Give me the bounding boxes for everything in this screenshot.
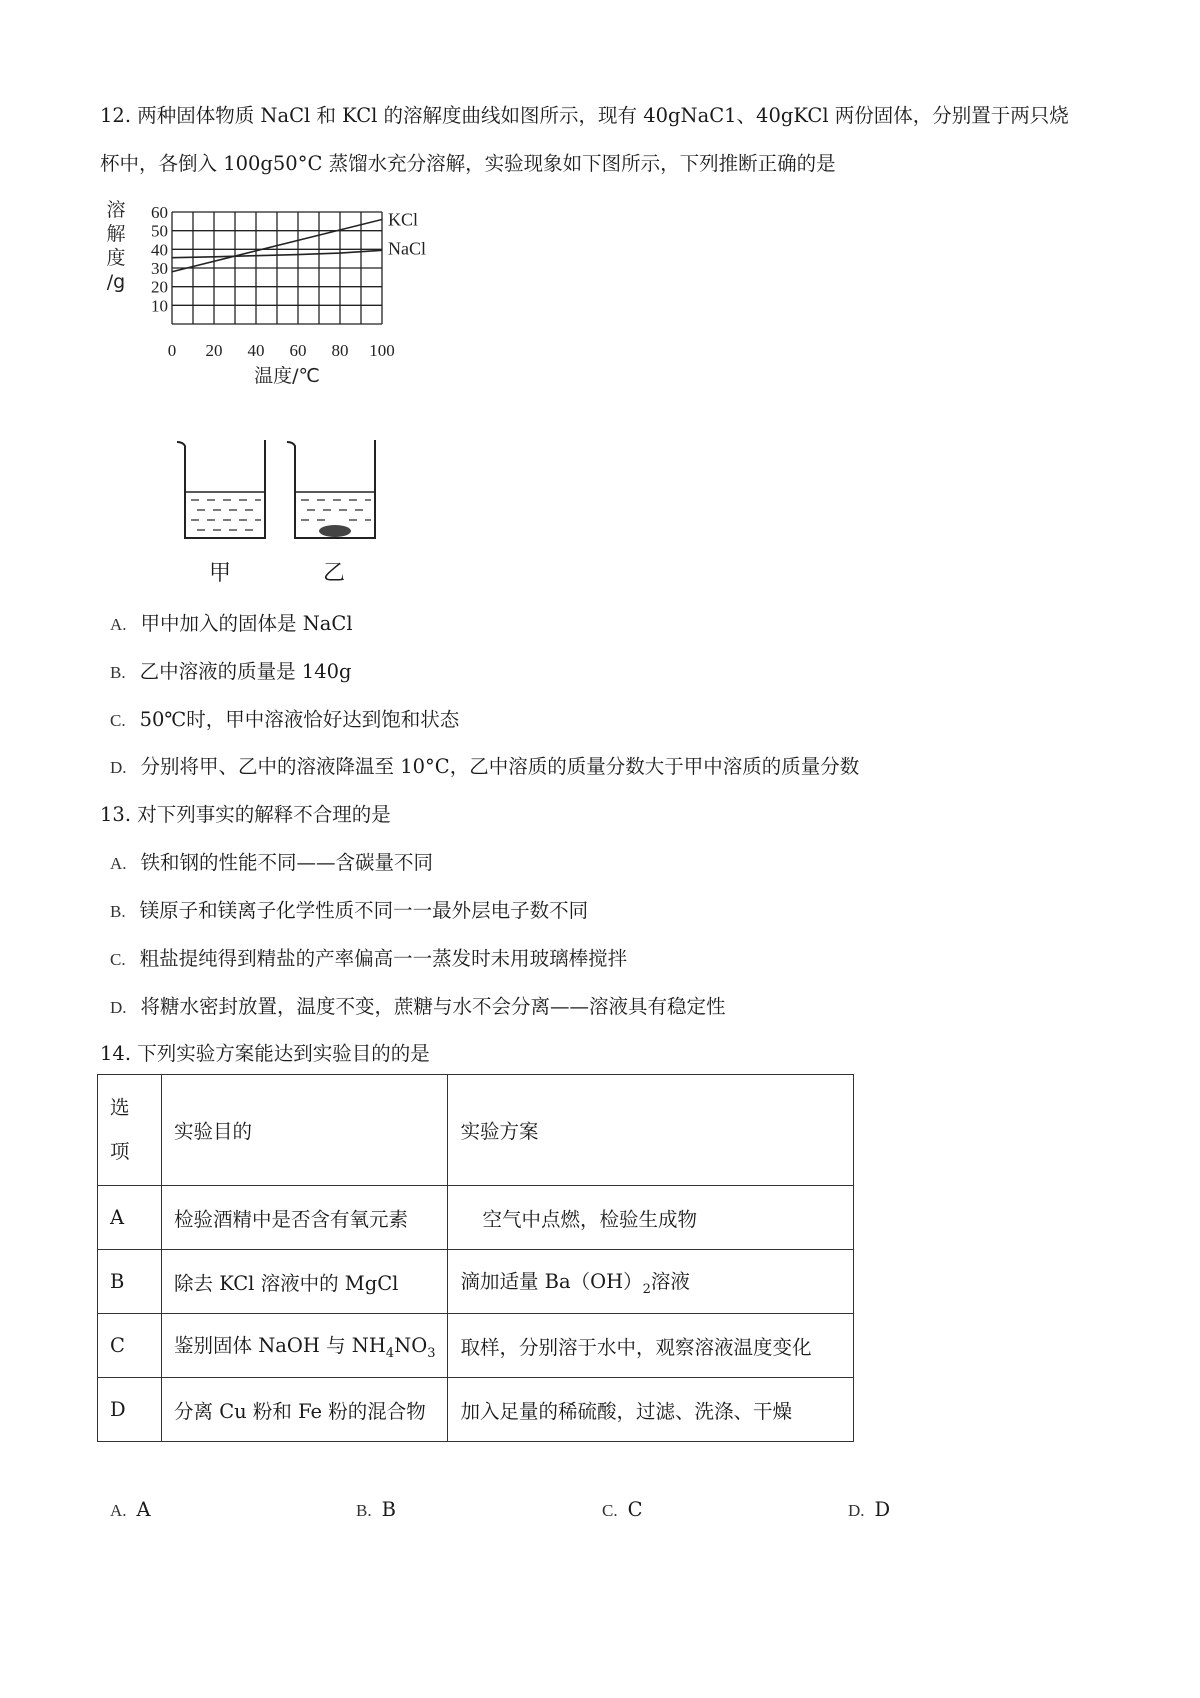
- q14-stem: 14. 下列实验方案能达到实验目的的是: [100, 1042, 430, 1065]
- plan-text: 滴加适量 Ba（OH）: [460, 1270, 643, 1294]
- subscript: 2: [642, 1281, 651, 1297]
- answer-text: C: [627, 1498, 643, 1521]
- q12-stem-line2: 杯中，各倒入 100g50°C 蒸馏水充分溶解，实验现象如下图所示，下列推断正确的是: [100, 152, 836, 175]
- answer-b: [356, 1498, 396, 1521]
- header-plan: 实验方案: [448, 1075, 854, 1186]
- row-option: B: [98, 1250, 162, 1314]
- header-option-cell: [98, 1075, 162, 1186]
- table-row: [98, 1186, 854, 1250]
- row-option: D: [98, 1378, 162, 1442]
- option-letter: D.: [110, 758, 127, 777]
- q13-option-d: [110, 993, 726, 1022]
- subscript: 4: [385, 1345, 395, 1361]
- row-option: C: [98, 1314, 162, 1378]
- solubility-chart-svg: [106, 198, 466, 408]
- y-axis-label-char: 度: [106, 247, 126, 269]
- beaker-label-jia: 甲: [209, 561, 232, 586]
- answer-text: D: [874, 1498, 891, 1521]
- option-letter: A.: [110, 854, 127, 873]
- y-tick-label: 10: [151, 296, 168, 316]
- option-text: 粗盐提纯得到精盐的产率偏高一一蒸发时未用玻璃棒搅拌: [139, 947, 628, 970]
- x-tick-label: 20: [205, 341, 223, 360]
- series-label-kcl: KCl: [388, 209, 419, 230]
- answer-a: [110, 1498, 151, 1521]
- header-option-bottom: 项: [110, 1140, 130, 1163]
- row-plan: 空气中点燃，检验生成物: [448, 1186, 854, 1250]
- beaker-figure: [175, 434, 415, 594]
- header-purpose: 实验目的: [162, 1075, 448, 1186]
- row-plan: [448, 1250, 854, 1314]
- option-text: 镁原子和镁离子化学性质不同一一最外层电子数不同: [139, 899, 589, 922]
- table-row: [98, 1314, 854, 1378]
- y-axis-label-char: 解: [106, 223, 126, 245]
- q13-stem: 13. 对下列事实的解释不合理的是: [100, 803, 391, 826]
- option-letter: C.: [110, 711, 126, 730]
- q12-option-c: [110, 706, 459, 735]
- option-text: 铁和钢的性能不同——含碳量不同: [140, 851, 434, 874]
- answer-letter: A.: [110, 1501, 127, 1520]
- undissolved-solid: [319, 525, 351, 537]
- y-tick-label: 20: [151, 277, 168, 297]
- row-purpose: [162, 1314, 448, 1378]
- beaker-label-yi: 乙: [323, 561, 346, 586]
- x-tick-label: 60: [289, 341, 307, 360]
- table-header-row: [98, 1075, 854, 1186]
- option-letter: D.: [110, 998, 127, 1017]
- y-tick-label: 50: [151, 221, 168, 241]
- row-purpose: 分离 Cu 粉和 Fe 粉的混合物: [162, 1378, 448, 1442]
- option-letter: C.: [110, 950, 126, 969]
- y-axis-label-char: /g: [106, 271, 126, 293]
- row-purpose: 除去 KCl 溶液中的 MgCl: [162, 1250, 448, 1314]
- q13-option-a: [110, 849, 433, 878]
- option-letter: A.: [110, 615, 127, 634]
- beakers-svg: [175, 434, 415, 554]
- option-text: 50℃时，甲中溶液恰好达到饱和状态: [139, 708, 460, 731]
- x-axis-label: 温度/℃: [254, 365, 320, 387]
- row-plan: 取样，分别溶于水中，观察溶液温度变化: [448, 1314, 854, 1378]
- beaker-jia: [177, 440, 265, 538]
- y-tick-label: 60: [151, 203, 168, 222]
- answer-letter: C.: [602, 1501, 618, 1520]
- option-text: 乙中溶液的质量是 140g: [139, 660, 352, 683]
- q12-option-a: [110, 610, 353, 639]
- option-letter: B.: [110, 902, 126, 921]
- row-purpose: 检验酒精中是否含有氧元素: [162, 1186, 448, 1250]
- answer-d: [848, 1498, 890, 1521]
- y-tick-label: 30: [151, 259, 168, 278]
- beaker-yi: [287, 440, 375, 538]
- q13-option-c: [110, 945, 627, 974]
- x-tick-label: 100: [369, 341, 395, 360]
- option-letter: B.: [110, 663, 126, 682]
- x-tick-label: 40: [247, 341, 265, 360]
- purpose-text: NO: [394, 1334, 428, 1358]
- answer-c: [602, 1498, 643, 1521]
- row-option: A: [98, 1186, 162, 1250]
- option-text: 甲中加入的固体是 NaCl: [140, 612, 353, 635]
- q13-option-b: [110, 897, 588, 926]
- table-row: [98, 1378, 854, 1442]
- answer-text: A: [136, 1498, 151, 1521]
- answer-letter: B.: [356, 1501, 372, 1520]
- subscript: 3: [427, 1345, 436, 1361]
- answer-letter: D.: [848, 1501, 865, 1520]
- q12-stem-line1: 12. 两种固体物质 NaCl 和 KCl 的溶解度曲线如图所示，现有 40gNaC1、40gKCl 两份固体，分别置于两只烧: [100, 104, 1069, 127]
- header-option-top: 选: [110, 1096, 130, 1119]
- answer-text: B: [381, 1498, 396, 1521]
- option-text: 将糖水密封放置，温度不变，蔗糖与水不会分离——溶液具有稳定性: [140, 995, 726, 1018]
- x-tick-label: 0: [167, 341, 177, 360]
- y-tick-label: 40: [151, 240, 168, 260]
- series-label-nacl: NaCl: [388, 238, 426, 259]
- q12-option-d: [110, 753, 859, 782]
- q12-option-b: [110, 658, 352, 687]
- option-text: 分别将甲、乙中的溶液降温至 10°C，乙中溶质的质量分数大于甲中溶质的质量分数: [140, 755, 860, 778]
- x-tick-label: 80: [331, 341, 349, 360]
- plan-text: 溶液: [650, 1270, 690, 1294]
- y-axis-label-char: 溶: [106, 199, 126, 221]
- purpose-text: 鉴别固体 NaOH 与 NH: [174, 1334, 386, 1358]
- experiment-table: [97, 1074, 854, 1442]
- table-row: [98, 1250, 854, 1314]
- row-plan: 加入足量的稀硫酸，过滤、洗涤、干燥: [448, 1378, 854, 1442]
- solubility-chart: [106, 198, 466, 408]
